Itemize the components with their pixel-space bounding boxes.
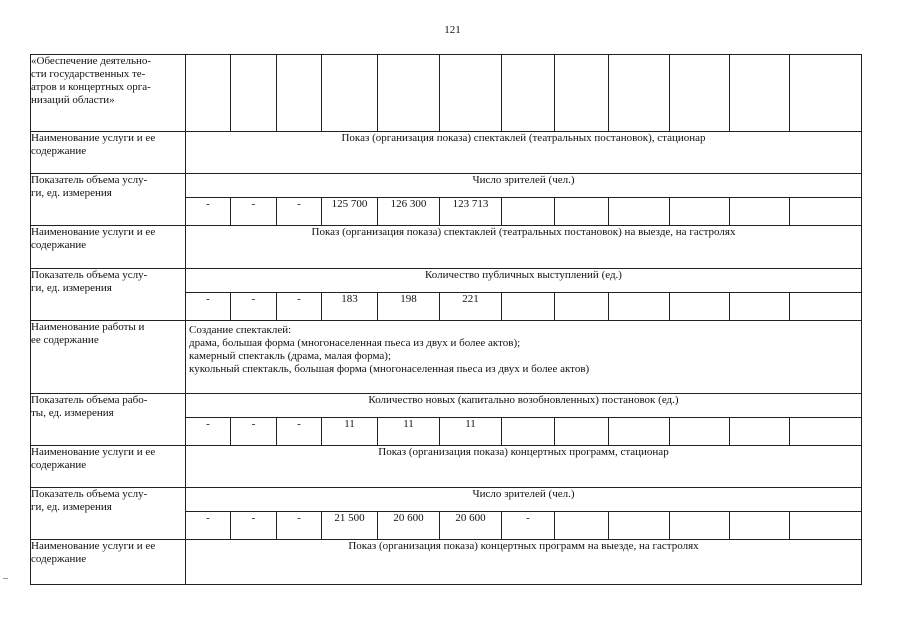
value-cell: 183 [322, 292, 378, 320]
service-label: Наименование услуги и ее содержание [31, 131, 186, 174]
indicator-label: Показатель объема рабо- ты, ед. измерения [31, 393, 186, 445]
value-cell: - [231, 292, 277, 320]
empty-cell [322, 55, 378, 132]
value-cell: - [277, 512, 322, 540]
service-row [31, 320, 862, 393]
service-label: Наименование услуги и ее содержание [31, 445, 186, 488]
value-cell: 11 [322, 417, 378, 445]
empty-cell [730, 55, 790, 132]
service-label: Наименование услуги и ее содержание [31, 540, 186, 585]
value-cell [555, 417, 609, 445]
value-cell [670, 198, 730, 226]
table-body [31, 55, 862, 585]
indicator-label: Показатель объема услу- ги, ед. измерения [31, 488, 186, 540]
value-cell [670, 292, 730, 320]
value-cell: 11 [440, 417, 502, 445]
value-cell: 198 [378, 292, 440, 320]
value-cell [790, 512, 862, 540]
indicator-label: Показатель объема услу- ги, ед. измерения [31, 269, 186, 321]
indicator-unit: Число зрителей (чел.) [186, 488, 862, 512]
service-text: Создание спектаклей: драма, большая форма (многонаселенная пьеса из двух и более актов); камерный спектакль (драма, малая форма); кукольный спектакль, большая форма (многонаселенная пьеса из двух и более актов) [186, 320, 862, 393]
value-cell [555, 512, 609, 540]
empty-cell [790, 55, 862, 132]
value-cell [555, 292, 609, 320]
service-label: Наименование услуги и ее содержание [31, 226, 186, 269]
service-row [31, 445, 862, 488]
value-cell [609, 292, 670, 320]
value-cell: 20 600 [440, 512, 502, 540]
value-cell [555, 198, 609, 226]
value-cell [670, 512, 730, 540]
indicator-label: Показатель объема услу- ги, ед. измерения [31, 174, 186, 226]
value-cell [502, 198, 555, 226]
program-label: «Обеспечение деятельно- сти государственных те- атров и концертных орга- низаций области» [31, 55, 186, 132]
value-cell [609, 198, 670, 226]
value-cell: 126 300 [378, 198, 440, 226]
service-row [31, 540, 862, 585]
value-cell [609, 512, 670, 540]
indicator-unit: Количество публичных выступлений (ед.) [186, 269, 862, 293]
empty-cell [277, 55, 322, 132]
value-cell: - [277, 198, 322, 226]
value-cell: - [231, 198, 277, 226]
value-cell: - [502, 512, 555, 540]
value-cell [730, 198, 790, 226]
value-cell [730, 512, 790, 540]
value-cell [730, 292, 790, 320]
empty-cell [440, 55, 502, 132]
value-cell [502, 417, 555, 445]
value-cell: 11 [378, 417, 440, 445]
value-cell: - [277, 292, 322, 320]
service-row [31, 226, 862, 269]
indicator-row [31, 488, 862, 512]
value-cell [609, 417, 670, 445]
value-cell: 21 500 [322, 512, 378, 540]
value-cell: - [231, 512, 277, 540]
value-cell: - [186, 292, 231, 320]
empty-cell [378, 55, 440, 132]
program-row [31, 55, 862, 132]
indicator-unit: Число зрителей (чел.) [186, 174, 862, 198]
value-cell [670, 417, 730, 445]
scan-edge-mark [3, 578, 8, 579]
service-text: Показ (организация показа) спектаклей (театральных постановок) на выезде, на гастролях [186, 226, 862, 269]
empty-cell [555, 55, 609, 132]
budget-table [30, 54, 862, 585]
indicator-row [31, 393, 862, 417]
empty-cell [670, 55, 730, 132]
service-label: Наименование работы и ее содержание [31, 320, 186, 393]
indicator-row [31, 269, 862, 293]
value-cell: - [186, 512, 231, 540]
page-number: 121 [444, 24, 461, 36]
value-cell [790, 198, 862, 226]
value-cell [502, 292, 555, 320]
empty-cell [502, 55, 555, 132]
empty-cell [186, 55, 231, 132]
value-cell: - [231, 417, 277, 445]
value-cell: 125 700 [322, 198, 378, 226]
empty-cell [231, 55, 277, 132]
indicator-unit: Количество новых (капитально возобновленных) постановок (ед.) [186, 393, 862, 417]
value-cell: - [186, 417, 231, 445]
value-cell [730, 417, 790, 445]
indicator-row [31, 174, 862, 198]
service-row [31, 131, 862, 174]
value-cell: 20 600 [378, 512, 440, 540]
service-text: Показ (организация показа) концертных программ на выезде, на гастролях [186, 540, 862, 585]
service-text: Показ (организация показа) концертных программ, стационар [186, 445, 862, 488]
value-cell: 221 [440, 292, 502, 320]
value-cell: - [277, 417, 322, 445]
value-cell [790, 292, 862, 320]
value-cell [790, 417, 862, 445]
value-cell: 123 713 [440, 198, 502, 226]
empty-cell [609, 55, 670, 132]
service-text: Показ (организация показа) спектаклей (театральных постановок), стационар [186, 131, 862, 174]
value-cell: - [186, 198, 231, 226]
